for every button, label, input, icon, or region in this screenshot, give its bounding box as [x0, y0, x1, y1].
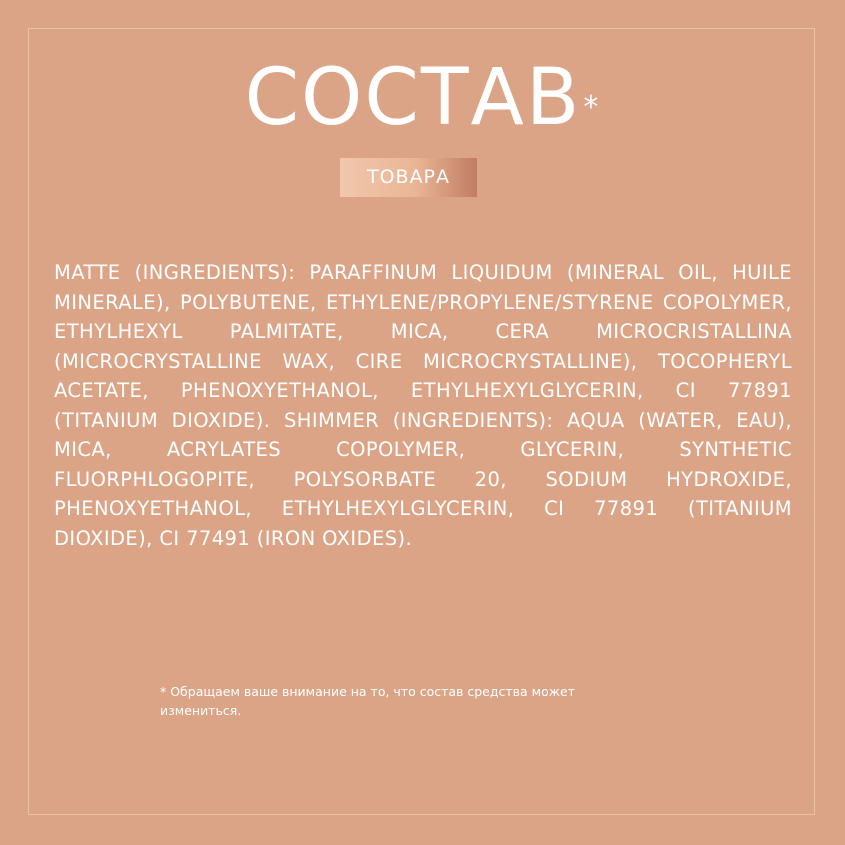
- footnote-disclaimer: * Обращаем ваше внимание на то, что состав средства может измениться.: [160, 684, 575, 718]
- ingredients-text: MATTE (INGREDIENTS): PARAFFINUM LIQUIDUM (MINERAL OIL, HUILE MINERALE), POLYBUTENE, ETHYLENE/PROPYLENE/STYRENE COPOLYMER, ETHYLHEXYL PALMITATE, MICA, CERA MICROCRISTALLINA (MICROCRYSTALLINE WAX, CIRE MICROCRYSTALLINE), TOCOPHERYL ACETATE, PHENOXYETHANOL, ETHYLHEXYLGLYCERIN, CI 77891 (TITANIUM DIOXIDE). SHIMMER (INGREDIENTS): AQUA (WATER, EAU), MICA, ACRYLATES COPOLYMER, GLYCERIN, SYNTHETIC FLUORPHLOGOPITE, POLYSORBATE 20, SODIUM HYDROXIDE, PHENOXYETHANOL, ETHYLHEXYLGLYCERIN, CI 77891 (TITANIUM DIOXIDE), CI 77491 (IRON OXIDES).: [54, 261, 792, 550]
- page-title: [0, 52, 845, 144]
- title-asterisk: *: [583, 90, 601, 125]
- title-text: СОСТАВ: [244, 53, 582, 143]
- subtitle-badge: ТОВАРА: [340, 158, 477, 197]
